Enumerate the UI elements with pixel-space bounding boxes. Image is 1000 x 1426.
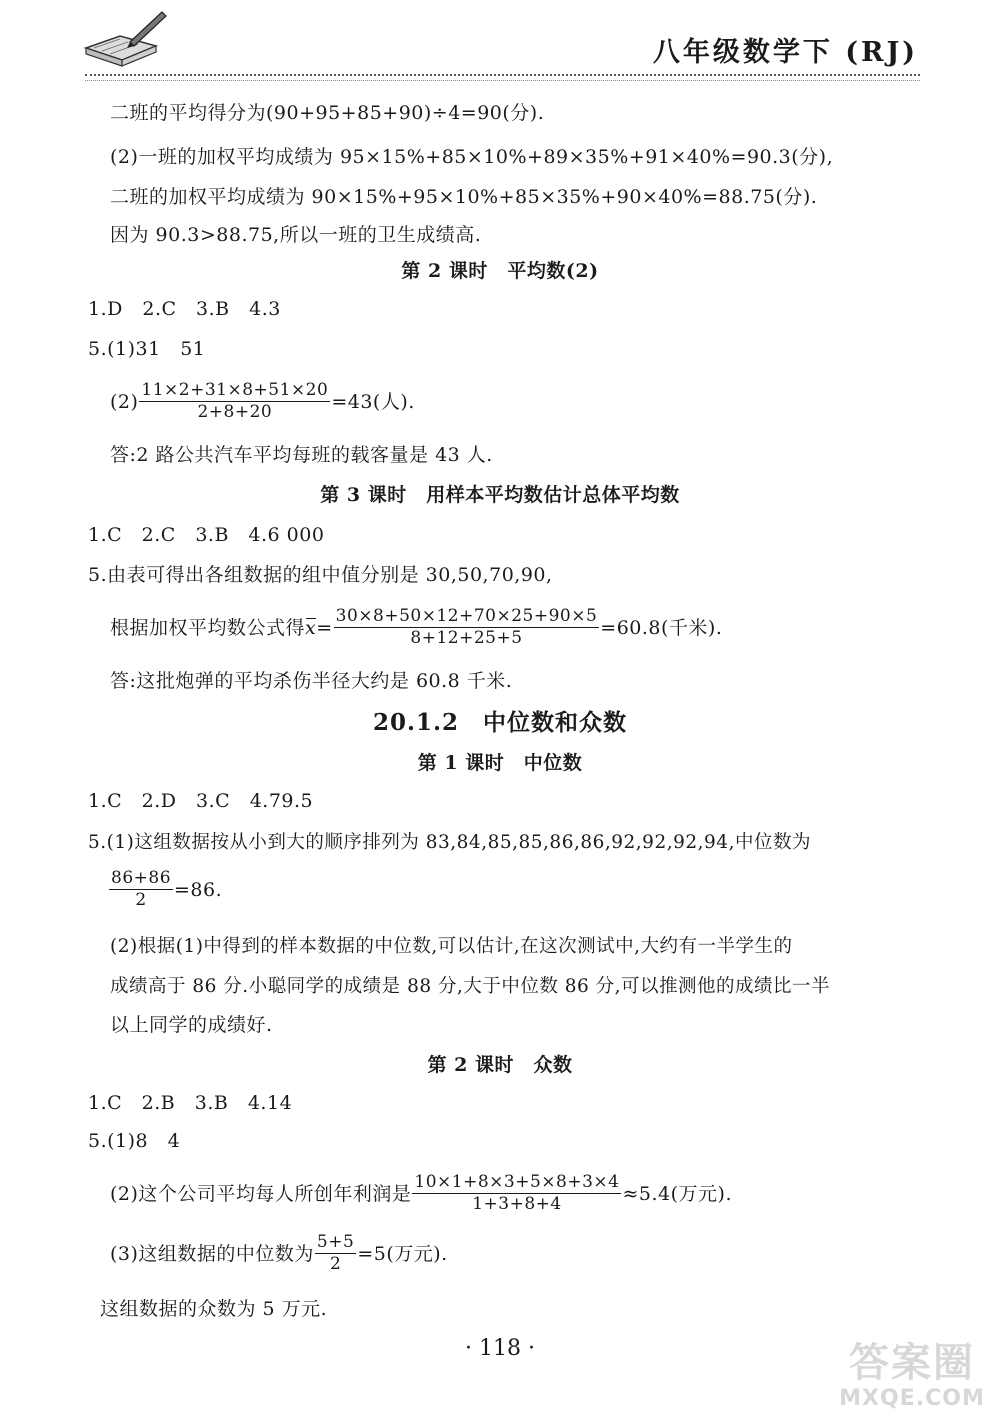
formula-suffix: ≈5.4(万元). — [622, 1182, 732, 1205]
text-line: (2)一班的加权平均成绩为 95×15%+85×10%+89×35%+91×40%=90.3(分), — [110, 146, 834, 168]
formula-line — [110, 606, 722, 649]
formula-prefix: (3)这组数据的中位数为 — [110, 1242, 314, 1265]
lesson-heading: 第 2 课时 平均数(2) — [401, 260, 599, 282]
fraction-numerator: 86+86 — [111, 868, 172, 888]
fraction-denominator: 2 — [135, 890, 147, 910]
answer-line: 5.由表可得出各组数据的组中值分别是 30,50,70,90, — [88, 564, 553, 586]
text-line: 答:这批炮弹的平均杀伤半径大约是 60.8 千米. — [110, 670, 513, 692]
text-line: 这组数据的众数为 5 万元. — [100, 1298, 328, 1320]
fraction-denominator: 2 — [329, 1254, 342, 1274]
fraction-denominator: 8+12+25+5 — [410, 628, 523, 648]
formula-line — [110, 1232, 448, 1275]
formula-suffix: =5(万元). — [357, 1242, 448, 1265]
formula-suffix: =60.8(千米). — [600, 616, 723, 639]
formula-equals: = — [316, 616, 333, 639]
header-logo — [80, 8, 170, 72]
watermark-url: MXQE.COM — [839, 1386, 985, 1411]
text-line: 二班的平均得分为(90+95+85+90)÷4=90(分). — [110, 102, 545, 124]
fraction-numerator: 30×8+50×12+70×25+90×5 — [335, 606, 598, 626]
fraction-denominator: 2+8+20 — [197, 402, 273, 422]
fraction — [334, 606, 600, 649]
answer-line: 1.D 2.C 3.B 4.3 — [88, 298, 281, 320]
formula-prefix: (2)这个公司平均每人所创年利润是 — [110, 1182, 412, 1205]
formula-prefix: (2) — [110, 390, 139, 413]
text-line: 成绩高于 86 分.小聪同学的成绩是 88 分,大于中位数 86 分,可以推测他的成绩比一半 — [110, 976, 831, 997]
watermark-logo-text: 答案圈 — [849, 1340, 975, 1386]
fraction-denominator: 1+3+8+4 — [472, 1194, 562, 1214]
page-number: · 118 · — [465, 1336, 535, 1361]
fraction — [139, 380, 330, 423]
answer-line: 1.C 2.C 3.B 4.6 000 — [88, 524, 325, 546]
section-heading: 20.1.2 中位数和众数 — [372, 709, 628, 736]
lesson-heading: 第 1 课时 中位数 — [417, 752, 583, 774]
fraction-numerator: 11×2+31×8+51×20 — [141, 380, 329, 400]
text-line: (2)根据(1)中得到的样本数据的中位数,可以估计,在这次测试中,大约有一半学生的 — [110, 936, 793, 957]
answer-line: 1.C 2.B 3.B 4.14 — [88, 1092, 293, 1114]
fraction-numerator: 10×1+8×3+5×8+3×4 — [414, 1172, 620, 1192]
mean-symbol: x — [305, 616, 317, 639]
formula-line — [108, 868, 222, 911]
book-pen-icon — [80, 8, 170, 72]
text-line: 二班的加权平均成绩为 90×15%+95×10%+85×35%+90×40%=88.75(分). — [110, 186, 818, 208]
fraction — [412, 1172, 621, 1215]
formula-suffix: =43(人). — [331, 390, 415, 413]
formula-suffix: =86. — [174, 878, 223, 901]
formula-line — [110, 1172, 732, 1215]
fraction-numerator: 5+5 — [316, 1232, 355, 1252]
fraction — [109, 868, 173, 911]
text-line: 答:2 路公共汽车平均每班的载客量是 43 人. — [110, 444, 493, 466]
answer-line: 5.(1)这组数据按从小到大的顺序排列为 83,84,85,85,86,86,92,92,92,94,中位数为 — [88, 832, 811, 853]
answer-line: 5.(1)31 51 — [88, 338, 206, 360]
watermark — [832, 1340, 992, 1420]
fraction — [315, 1232, 356, 1275]
lesson-heading: 第 2 课时 众数 — [427, 1054, 573, 1076]
lesson-heading: 第 3 课时 用样本平均数估计总体平均数 — [320, 484, 680, 506]
formula-line — [110, 380, 415, 423]
answer-line: 5.(1)8 4 — [88, 1130, 181, 1152]
answer-line: 1.C 2.D 3.C 4.79.5 — [88, 790, 314, 812]
text-line: 因为 90.3>88.75,所以一班的卫生成绩高. — [110, 224, 482, 246]
header-title: 八年级数学下 (RJ) — [652, 37, 918, 68]
formula-prefix: 根据加权平均数公式得 — [110, 616, 306, 639]
text-line: 以上同学的成绩好. — [110, 1014, 273, 1036]
header-divider — [85, 74, 920, 81]
